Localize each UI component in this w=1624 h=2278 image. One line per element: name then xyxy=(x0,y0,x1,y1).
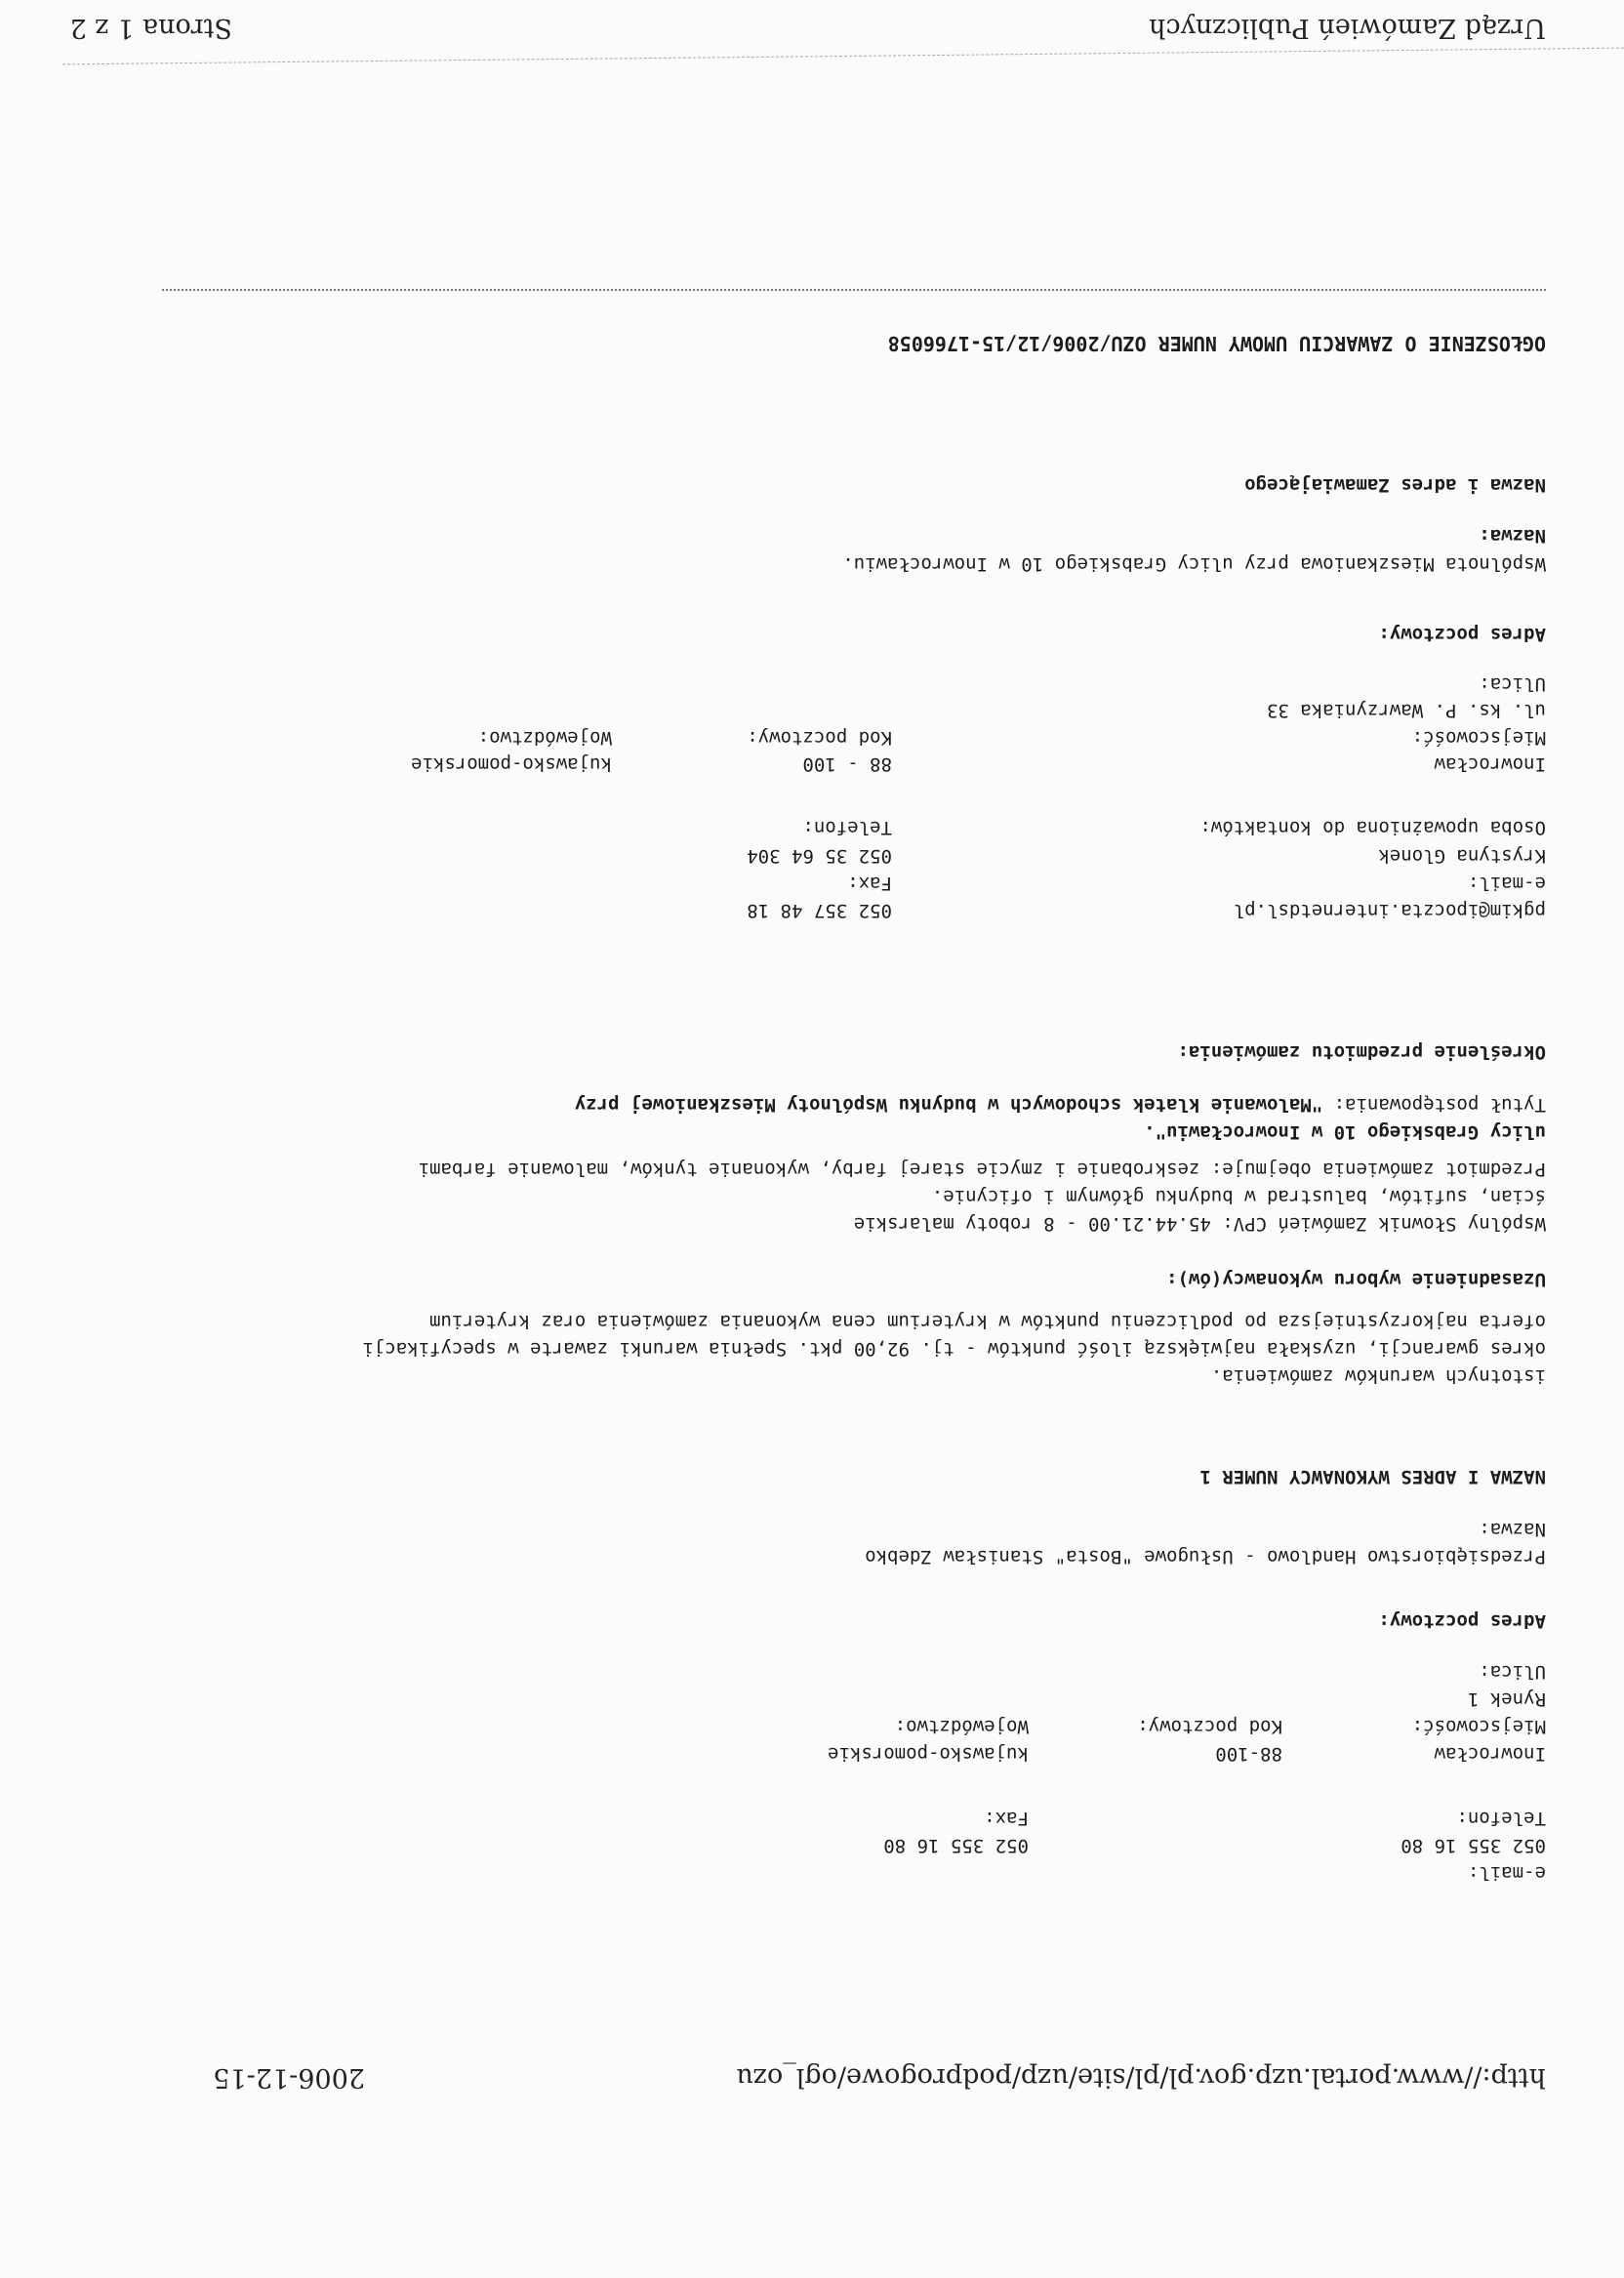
contracting-fax-label: Fax: xyxy=(847,873,892,894)
scan-margin xyxy=(0,42,1624,43)
contractor-postal-label: Kod pocztowy: xyxy=(1137,1716,1282,1737)
contracting-name: Wspólnota Mieszkaniowa przy ulicy Grabskiego 10 w Inowrocławiu. xyxy=(842,553,1546,575)
contracting-email: pgkim@ipoczta.internetdsl.pl xyxy=(1233,900,1546,921)
contractor-name: Przedsiębiorstwo Handlowo - Usługowe "Bosta" Stanisław Zdebko xyxy=(865,1546,1546,1567)
subject-title-line2: ulicy Grabskiego 10 w Inowrocławiu". xyxy=(1144,1121,1546,1143)
contractor-postal: 88-100 xyxy=(1215,1743,1282,1765)
contractor-address-heading: Adres pocztowy: xyxy=(1378,1610,1546,1632)
contractor-city: Inowrocław xyxy=(1434,1743,1546,1765)
footer-url: http://www.portal.uzp.gov.pl/pl/site/uzp/podprogowe/ogl_ozu xyxy=(736,2062,1546,2093)
contractor-name-label: Nazwa: xyxy=(1479,1519,1546,1540)
contracting-phone-label: Telefon: xyxy=(802,817,892,838)
contracting-street-label: Ulica: xyxy=(1479,673,1546,695)
contracting-street: ul. ks. P. Wawrzyniaka 33 xyxy=(1267,700,1546,721)
contractor-fax: 052 355 16 80 xyxy=(883,1835,1029,1856)
contractor-province-label: Województwo: xyxy=(894,1716,1029,1737)
contractor-street-label: Ulica: xyxy=(1479,1661,1546,1683)
top-divider xyxy=(162,289,1546,291)
contracting-heading: Nazwa i adres Zamawiającego xyxy=(1244,474,1546,496)
subject-heading: Określenie przedmiotu zamówienia: xyxy=(1177,1041,1546,1063)
contractor-phone: 052 355 16 80 xyxy=(1401,1835,1546,1856)
justification-line1: oferta najkorzystniejsza po podliczeniu punktów w kryterium cena wykonania zamówienia oraz kryterium xyxy=(429,1311,1546,1332)
justification-line3: istotnych warunków zamówienia. xyxy=(1210,1365,1546,1387)
contracting-address-heading: Adres pocztowy: xyxy=(1378,624,1546,645)
page-number: Strona 1 z 2 xyxy=(69,13,232,43)
contractor-fax-label: Fax: xyxy=(984,1808,1029,1829)
footer-date: 2006-12-15 xyxy=(213,2062,365,2093)
subject-desc-line1: Przedmiot zamówienia obejmuje: zeskrobanie i zmycie starej farby, wykonanie tynków, malowanie farbami xyxy=(418,1159,1546,1180)
contracting-city-label: Miejscowość: xyxy=(1411,727,1546,749)
contractor-phone-label: Telefon: xyxy=(1456,1808,1546,1829)
contractor-street: Rynek 1 xyxy=(1467,1688,1546,1710)
subject-cpv: Wspólny Słownik Zamówień CPV: 45.44.21.00 - 8 roboty malarskie xyxy=(853,1213,1546,1235)
contractor-province: kujawsko-pomorskie xyxy=(828,1743,1029,1765)
contracting-contact: Krystyna Glonek xyxy=(1378,845,1546,867)
subject-title-label: Tytuł postępowania: xyxy=(1333,1094,1546,1116)
subject-title-text: "Malowanie klatek schodowych w budynku Wspólnoty Mieszkaniowej przy xyxy=(574,1094,1323,1116)
contracting-postal-label: Kod pocztowy: xyxy=(747,727,892,749)
contractor-heading: NAZWA I ADRES WYKONAWCY NUMER 1 xyxy=(1199,1466,1546,1487)
contractor-city-label: Miejscowość: xyxy=(1411,1716,1546,1737)
office-name: Urząd Zamówień Publicznych xyxy=(1149,13,1546,43)
contracting-phone: 052 35 64 304 xyxy=(747,845,892,867)
justification-line2: okres gwarancji, uzyskała największą ilość punktów - tj. 92,00 pkt. Spełnia warunki zawarte w specyfikacji xyxy=(362,1338,1546,1360)
scan-edge-line xyxy=(62,48,1624,65)
contracting-email-label: e-mail: xyxy=(1467,873,1546,894)
contractor-email-label: e-mail: xyxy=(1467,1862,1546,1884)
contracting-city: Inowrocław xyxy=(1434,753,1546,775)
subject-title-line1 xyxy=(575,1094,1546,1116)
notice-title: OGŁOSZENIE O ZAWARCIU UMOWY NUMER OZU/2006/12/15-1766058 xyxy=(887,332,1546,355)
subject-desc-line2: ścian, sufitów, balustrad w budynku głównym i oficynie. xyxy=(931,1186,1546,1207)
justification-heading: Uzasadnienie wyboru wykonawcy(ów): xyxy=(1166,1269,1546,1290)
contracting-province: kujawsko-pomorskie xyxy=(411,753,612,775)
contracting-name-label: Nazwa: xyxy=(1479,525,1546,547)
contracting-province-label: Województwo: xyxy=(477,727,612,749)
contracting-contact-label: Osoba upoważniona do kontaktów: xyxy=(1199,817,1546,838)
contracting-fax: 052 357 48 18 xyxy=(747,900,892,921)
contracting-postal: 88 - 100 xyxy=(802,753,892,775)
